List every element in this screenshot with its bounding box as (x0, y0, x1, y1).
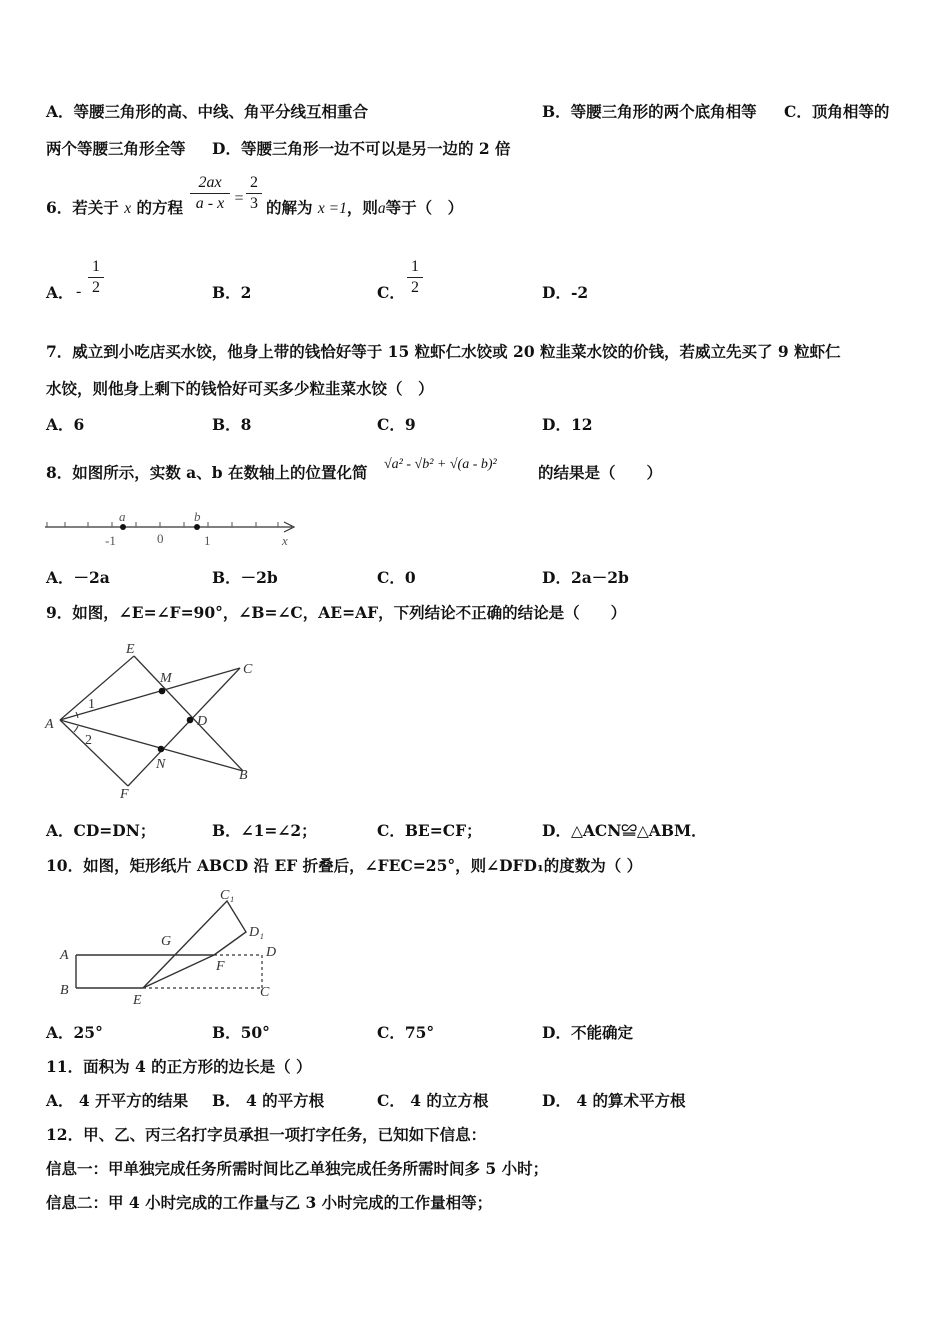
point-N (158, 746, 165, 753)
label-D1: D₁ (249, 925, 264, 940)
label-F: F (216, 959, 225, 974)
q8-stem-end: 的结果是（ ） (538, 463, 663, 482)
label-b: b (194, 509, 201, 524)
point-a (120, 524, 126, 530)
q11-option-c: C． 4 的立方根 (377, 1091, 489, 1110)
q6-var-a: a (377, 200, 386, 217)
q10-option-d: D．不能确定 (542, 1023, 633, 1042)
q5-option-d: D．等腰三角形一边不可以是另一边的 2 倍 (212, 139, 511, 158)
q10-option-c: C．75° (377, 1023, 435, 1042)
tick-label-1: 1 (204, 533, 211, 548)
q8-option-d: D．2a－2b (542, 568, 629, 587)
q6-stem-sol: 的解为 (266, 198, 313, 217)
q12-info1: 信息一：甲单独完成任务所需时间比乙单独完成任务所需时间多 5 小时； (46, 1159, 549, 1178)
q10-option-b: B．50° (212, 1023, 270, 1042)
q6-option-a-sign: - (76, 283, 82, 300)
q9-option-d: D．△ACN≌△ABM． (542, 821, 707, 840)
number-line-figure (40, 506, 310, 552)
q6-stem-after: ，则 (346, 198, 378, 217)
q8-stem: 8．如图所示，实数 a、b 在数轴上的位置化简 (46, 463, 368, 482)
tick-label-0: 0 (157, 531, 164, 546)
q11-stem: 11．面积为 4 的正方形的边长是（ ） (46, 1057, 312, 1076)
q12-info2: 信息二：甲 4 小时完成的工作量与乙 3 小时完成的工作量相等； (46, 1193, 493, 1212)
q6-option-c-fraction (407, 258, 423, 297)
q6-option-b: B．2 (212, 283, 252, 302)
q6-option-a-fraction (88, 258, 104, 297)
q6-stem-end: 等于（ ） (385, 198, 464, 217)
axis-label-x: x (282, 533, 288, 548)
point-M (159, 688, 166, 695)
label-angle-1: 1 (88, 697, 95, 712)
point-D (187, 717, 194, 724)
q6-option-c-num: 1 (411, 258, 419, 275)
label-E: E (126, 642, 135, 657)
q6-stem-rest (266, 198, 463, 219)
label-a: a (119, 509, 126, 524)
point-b (194, 524, 200, 530)
label-C: C (243, 662, 253, 677)
label-angle-2: 2 (85, 733, 92, 748)
q7-option-d: D．12 (542, 415, 593, 434)
label-C: C (260, 985, 270, 1000)
q6-rhs-fraction (246, 174, 262, 213)
q6-option-a-den: 2 (92, 279, 100, 296)
label-B: B (239, 768, 248, 783)
q6-equals: = (234, 190, 244, 207)
q6-option-c-label: C． (377, 283, 405, 302)
q11-option-b: B． 4 的平方根 (212, 1091, 325, 1110)
q8-option-b: B．－2b (212, 568, 278, 587)
q6-equation-fraction (190, 174, 230, 213)
q7-option-c: C．9 (377, 415, 416, 434)
label-B: B (60, 983, 69, 998)
q6-var-x: x (124, 200, 132, 217)
q5-option-c-end: 两个等腰三角形全等 (46, 139, 186, 158)
label-N: N (156, 757, 166, 772)
label-F: F (120, 787, 129, 802)
q5-option-c-start: C．顶角相等的 (784, 102, 890, 121)
label-A: A (60, 948, 69, 963)
q11-option-a: A． 4 开平方的结果 (46, 1091, 189, 1110)
q12-stem: 12．甲、乙、丙三名打字员承担一项打字任务，已知如下信息： (46, 1125, 487, 1144)
q9-option-a: A．CD=DN； (46, 821, 156, 840)
q6-stem-mid: 的方程 (136, 198, 184, 217)
label-A: A (45, 717, 54, 732)
q8-expression: √a² - √b² + √(a - b)² (384, 457, 497, 472)
label-D: D (197, 714, 208, 729)
triangle-figure-q9 (40, 636, 280, 806)
q7-stem-line2: 水饺，则他身上剩下的钱恰好可买多少粒韭菜水饺（ ） (46, 379, 434, 398)
q6-stem (46, 198, 183, 219)
label-D: D (266, 945, 277, 960)
q9-stem: 9．如图，∠E=∠F=90°，∠B=∠C，AE=AF，下列结论不正确的结论是（ ） (46, 603, 627, 622)
q5-option-a: A．等腰三角形的高、中线、角平分线互相重合 (46, 102, 369, 121)
q6-rhs-numerator: 2 (250, 174, 258, 191)
tick-label-minus1: -1 (105, 533, 116, 548)
label-G: G (161, 934, 172, 949)
q7-stem-line1: 7．威立到小吃店买水饺，他身上带的钱恰好等于 15 粒虾仁水饺或 20 粒韭菜水饺的价钱，若威立先买了 9 粒虾仁 (46, 342, 841, 361)
q6-option-a-num: 1 (92, 258, 100, 275)
q8-option-c: C．0 (377, 568, 416, 587)
q11-option-d: D． 4 的算术平方根 (542, 1091, 686, 1110)
q6-option-c-den: 2 (411, 279, 419, 296)
q10-option-a: A．25° (46, 1023, 103, 1042)
label-M: M (160, 671, 172, 686)
q8-option-a: A．－2a (46, 568, 110, 587)
q7-option-a: A．6 (46, 415, 85, 434)
rectangle-fold-figure (48, 884, 298, 1012)
q10-stem: 10．如图，矩形纸片 ABCD 沿 EF 折叠后，∠FEC=25°，则∠DFD₁的度数为（ ） (46, 856, 643, 875)
label-C1: C₁ (220, 888, 235, 903)
q9-option-c: C．BE=CF； (377, 821, 482, 840)
q9-option-b: B．∠1=∠2； (212, 821, 317, 840)
q7-option-b: B．8 (212, 415, 252, 434)
q6-denominator: a - x (195, 195, 225, 212)
q5-option-b: B．等腰三角形的两个底角相等 (542, 102, 757, 121)
q6-option-a-label: A． (46, 283, 74, 302)
label-E: E (133, 993, 142, 1008)
q6-numerator: 2ax (198, 174, 222, 191)
q6-rhs-denominator: 3 (250, 195, 258, 212)
q6-stem-before: 6．若关于 (46, 198, 119, 217)
q6-solution: x =1 (317, 200, 347, 217)
q6-option-d: D．-2 (542, 283, 589, 302)
